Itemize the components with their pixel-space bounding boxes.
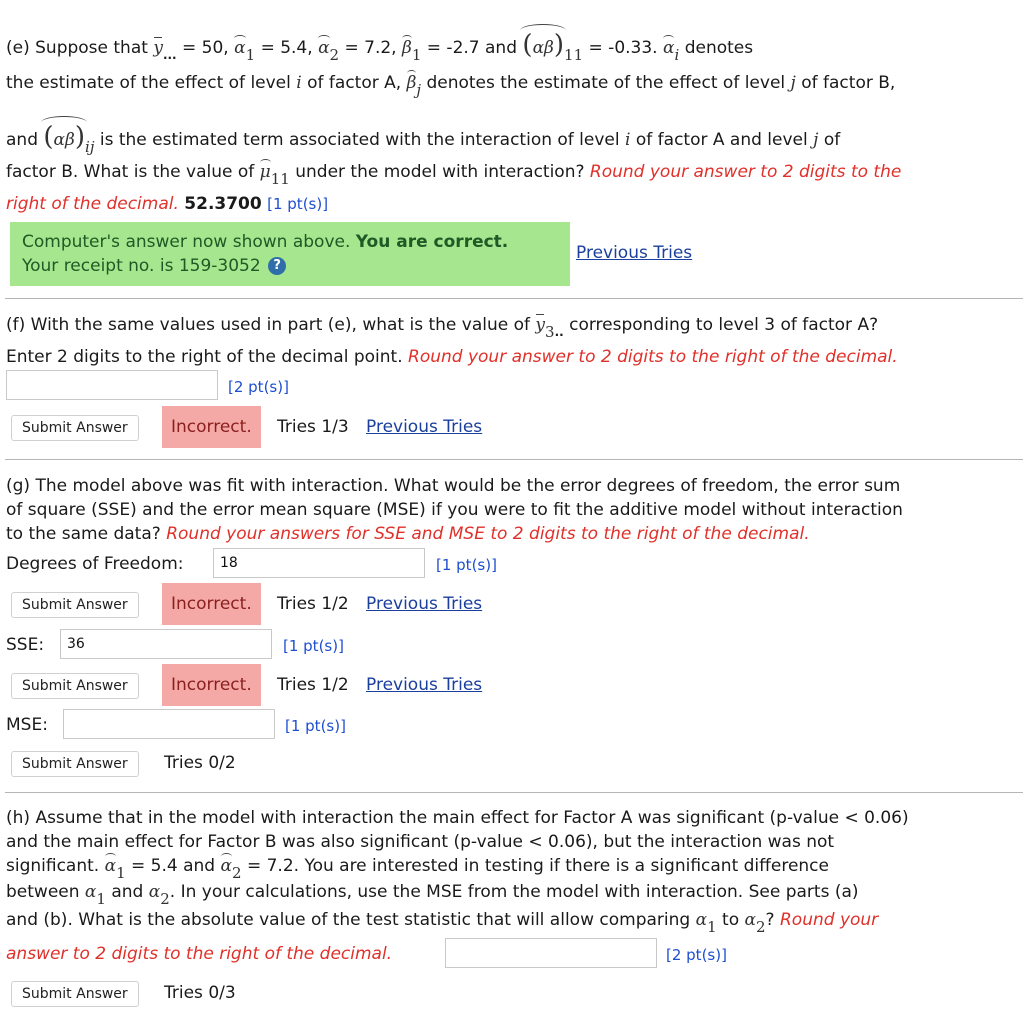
- text: Enter 2 digits to the right of the decimal point.: [6, 347, 403, 367]
- subscript: 2: [756, 918, 766, 936]
- tries-counter: Tries 1/2: [277, 675, 349, 695]
- text: and: [6, 130, 38, 150]
- alpha1-value: = 5.4,: [260, 38, 313, 58]
- text: to: [722, 910, 740, 930]
- text: of factor A,: [307, 73, 402, 93]
- alpha-symbol: α: [744, 910, 756, 930]
- alphabeta11-value: = -0.33.: [588, 38, 658, 58]
- correct-feedback-box: [10, 222, 570, 286]
- divider: [5, 459, 1023, 460]
- subscript: 2: [160, 890, 170, 908]
- subscript: 1: [411, 46, 422, 64]
- receipt-line: [22, 254, 558, 278]
- subscript: 11: [270, 170, 290, 188]
- part-h-line-4: [6, 882, 859, 908]
- subscript: 1: [245, 46, 256, 64]
- sse-submit-button[interactable]: Submit Answer: [11, 673, 139, 699]
- divider: [5, 298, 1023, 299]
- text: and (b). What is the absolute value of the test statistic that will allow comparing: [6, 910, 691, 930]
- df-submit-button[interactable]: Submit Answer: [11, 592, 139, 618]
- subscript: 1: [96, 890, 106, 908]
- text: ?: [765, 910, 775, 930]
- part-g-line-3: [6, 524, 810, 544]
- rounding-instruction: Round your answer to 2 digits to the right of the decimal.: [408, 347, 898, 367]
- subscript: i: [674, 46, 680, 64]
- part-e-line-3: [6, 122, 841, 156]
- alpha-symbol: α: [148, 882, 161, 902]
- part-g-line-2: of square (SSE) and the error mean square (MSE) if you were to fit the additive model without interaction: [6, 500, 903, 520]
- alpha2-value: = 7.2,: [344, 38, 397, 58]
- rounding-instruction: answer to 2 digits to the right of the decimal.: [6, 944, 393, 964]
- part-h-submit-button[interactable]: Submit Answer: [11, 981, 139, 1007]
- part-h-line-3: [6, 856, 829, 882]
- alpha-hat-symbol: α: [104, 856, 117, 876]
- text: denotes the estimate of the effect of level: [426, 73, 786, 93]
- text: (f) With the same values used in part (e), what is the value of: [6, 315, 531, 335]
- points-label: [1 pt(s)]: [285, 717, 346, 735]
- incorrect-badge: Incorrect.: [162, 406, 261, 448]
- mse-label: MSE:: [6, 715, 48, 735]
- alphabeta-hat-symbol: (αβ): [522, 30, 565, 60]
- df-previous-tries-link[interactable]: Previous Tries: [366, 594, 483, 614]
- correct-label: You are correct.: [355, 232, 509, 252]
- part-h-line-2: and the main effect for Factor B was also significant (p-value < 0.06), but the interaction was not: [6, 832, 835, 852]
- part-f-submit-button[interactable]: Submit Answer: [11, 415, 139, 441]
- text: of factor A and level: [635, 130, 808, 150]
- text: between: [6, 882, 80, 902]
- text: (e) Suppose that: [6, 38, 148, 58]
- mse-submit-button[interactable]: Submit Answer: [11, 751, 139, 777]
- part-e-previous-tries-link[interactable]: Previous Tries: [576, 243, 693, 263]
- text: denotes: [684, 38, 754, 58]
- text: the estimate of the effect of level: [6, 73, 291, 93]
- text: is the estimated term associated with the interaction of level: [99, 130, 620, 150]
- divider: [5, 792, 1023, 793]
- beta1-value: = -2.7 and: [426, 38, 517, 58]
- tries-counter: Tries 1/3: [277, 417, 349, 437]
- correct-feedback-line-1: Computer's answer now shown above. You are correct.: [22, 232, 509, 252]
- points-label: [2 pt(s)]: [228, 378, 289, 396]
- part-f-answer-input[interactable]: [6, 370, 218, 400]
- text: of factor B,: [801, 73, 896, 93]
- part-h-answer-input[interactable]: [445, 938, 657, 968]
- computer-answer: 52.3700: [184, 194, 262, 214]
- text: . In your calculations, use the MSE from the model with interaction. See parts (a): [169, 882, 859, 902]
- text: = 5.4 and: [131, 856, 216, 876]
- receipt-text: Your receipt no. is 159-3052: [22, 256, 261, 276]
- tries-counter: Tries 0/3: [164, 983, 236, 1003]
- rounding-instruction: right of the decimal.: [6, 194, 179, 214]
- alphabeta-hat-symbol: (αβ): [43, 122, 86, 152]
- text: corresponding to level 3 of factor A?: [569, 315, 879, 335]
- subscript: 11: [564, 46, 584, 64]
- subscript: ij: [85, 138, 95, 156]
- subscript: 3: [545, 323, 555, 341]
- subscript: j: [416, 81, 422, 99]
- tries-counter: Tries 1/2: [277, 594, 349, 614]
- part-e-line-1: [6, 30, 754, 64]
- text: and: [111, 882, 144, 902]
- subscript: ...: [162, 48, 177, 62]
- sse-input[interactable]: [60, 629, 272, 659]
- index-symbol: j: [813, 130, 819, 150]
- help-icon[interactable]: ?: [268, 257, 286, 275]
- points-label: [1 pt(s)]: [283, 637, 344, 655]
- alpha-symbol: α: [695, 910, 708, 930]
- points-label: [1 pt(s)]: [267, 195, 329, 213]
- df-label: Degrees of Freedom:: [6, 554, 184, 574]
- part-f-previous-tries-link[interactable]: Previous Tries: [366, 417, 483, 437]
- points-label: [1 pt(s)]: [436, 556, 497, 574]
- rounding-instruction: Round your: [779, 910, 879, 930]
- text: of: [823, 130, 841, 150]
- part-f-line-1: [6, 315, 879, 341]
- text: to the same data?: [6, 524, 161, 544]
- subscript: 2: [329, 46, 340, 64]
- sse-label: SSE:: [6, 635, 45, 655]
- alpha-symbol: α: [84, 882, 97, 902]
- incorrect-badge: Incorrect.: [162, 583, 261, 625]
- alpha-hat-symbol: α: [318, 38, 330, 58]
- text: factor B. What is the value of: [6, 162, 255, 182]
- part-f-line-2: [6, 347, 898, 367]
- subscript: ..: [554, 325, 564, 339]
- incorrect-badge: Incorrect.: [162, 664, 261, 706]
- rounding-instruction: Round your answers for SSE and MSE to 2 digits to the right of the decimal.: [166, 524, 810, 544]
- part-e-line-4: [6, 162, 902, 188]
- sse-previous-tries-link[interactable]: Previous Tries: [366, 675, 483, 695]
- mu-hat-symbol: μ: [259, 162, 271, 182]
- rounding-instruction: Round your answer to 2 digits to the: [589, 162, 902, 182]
- beta-hat-symbol: β: [406, 73, 417, 93]
- beta-hat-symbol: β: [402, 38, 412, 58]
- text: significant.: [6, 856, 100, 876]
- part-e-line-2: [6, 73, 896, 99]
- mse-input[interactable]: [63, 709, 275, 739]
- points-label: [2 pt(s)]: [666, 946, 727, 964]
- subscript: 1: [116, 864, 126, 882]
- y-bar-symbol: y: [535, 315, 546, 335]
- alpha-hat-symbol: α: [234, 38, 246, 58]
- index-symbol: i: [296, 73, 302, 93]
- y-bar-symbol: y: [153, 38, 163, 58]
- text: under the model with interaction?: [295, 162, 585, 182]
- alpha-hat-symbol: α: [220, 856, 232, 876]
- subscript: 1: [707, 918, 717, 936]
- index-symbol: i: [625, 130, 631, 150]
- y-value: = 50,: [182, 38, 229, 58]
- part-e-line-5: [6, 194, 328, 214]
- part-h-line-1: (h) Assume that in the model with interaction the main effect for Factor A was significant (p-value < 0.06): [6, 808, 909, 828]
- part-g-line-1: (g) The model above was fit with interaction. What would be the error degrees of freedom, the error sum: [6, 476, 901, 496]
- text: = 7.2. You are interested in testing if there is a significant difference: [246, 856, 829, 876]
- index-symbol: j: [790, 73, 796, 93]
- alpha-hat-symbol: α: [662, 38, 675, 58]
- subscript: 2: [232, 864, 242, 882]
- tries-counter: Tries 0/2: [164, 753, 236, 773]
- df-input[interactable]: [213, 548, 425, 578]
- part-h-line-5: [6, 910, 879, 936]
